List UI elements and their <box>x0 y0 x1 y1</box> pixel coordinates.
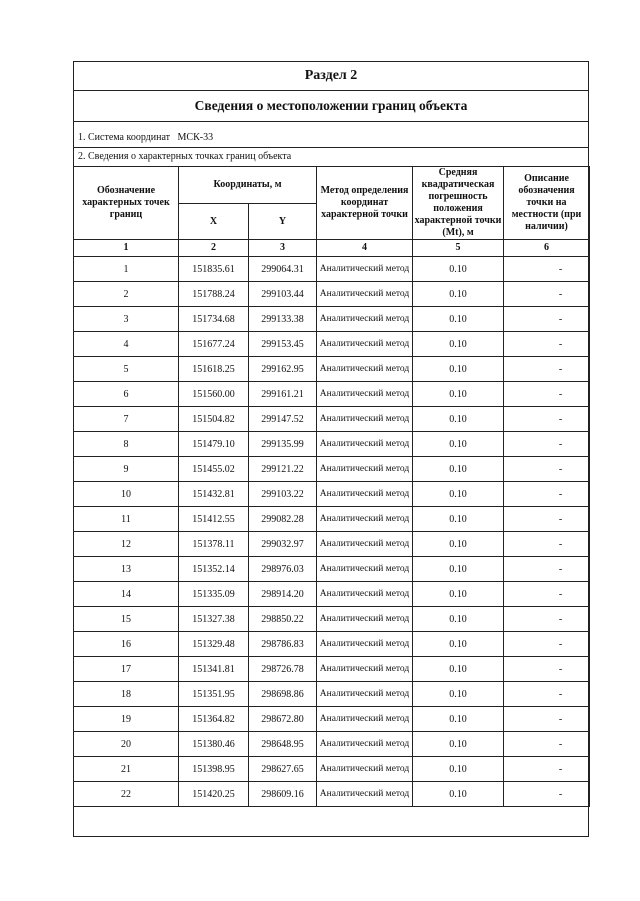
coordinate-system-value: МСК-33 <box>177 132 214 143</box>
y-coordinate-cell: 299103.44 <box>249 282 317 307</box>
method-cell: Аналитический метод <box>317 432 413 457</box>
header-description: Описание обозначения точки на местности (при наличии) <box>504 167 590 240</box>
x-coordinate-cell: 151560.00 <box>179 382 249 407</box>
point-number-cell: 1 <box>74 257 179 282</box>
point-number-cell: 15 <box>74 607 179 632</box>
y-coordinate-cell: 299064.31 <box>249 257 317 282</box>
x-coordinate-cell: 151479.10 <box>179 432 249 457</box>
table-row <box>74 557 590 582</box>
description-cell: - <box>504 607 590 632</box>
method-cell: Аналитический метод <box>317 682 413 707</box>
description-cell: - <box>504 707 590 732</box>
y-coordinate-cell: 298648.95 <box>249 732 317 757</box>
description-cell: - <box>504 582 590 607</box>
section-heading: Раздел 2 <box>74 62 588 91</box>
col-number: 3 <box>249 240 317 257</box>
description-cell: - <box>504 532 590 557</box>
point-number-cell: 18 <box>74 682 179 707</box>
description-cell: - <box>504 257 590 282</box>
x-coordinate-cell: 151380.46 <box>179 732 249 757</box>
method-cell: Аналитический метод <box>317 507 413 532</box>
description-cell: - <box>504 682 590 707</box>
table-row <box>74 432 590 457</box>
document-frame <box>73 61 589 837</box>
y-coordinate-cell: 299082.28 <box>249 507 317 532</box>
point-number-cell: 6 <box>74 382 179 407</box>
method-cell: Аналитический метод <box>317 707 413 732</box>
document-title: Сведения о местоположении границ объекта <box>74 91 588 122</box>
description-cell: - <box>504 457 590 482</box>
x-coordinate-cell: 151504.82 <box>179 407 249 432</box>
y-coordinate-cell: 298850.22 <box>249 607 317 632</box>
y-coordinate-cell: 298627.65 <box>249 757 317 782</box>
description-cell: - <box>504 307 590 332</box>
method-cell: Аналитический метод <box>317 632 413 657</box>
table-row <box>74 257 590 282</box>
col-number: 6 <box>504 240 590 257</box>
method-cell: Аналитический метод <box>317 482 413 507</box>
error-cell: 0.10 <box>413 507 504 532</box>
description-cell: - <box>504 732 590 757</box>
col-number: 2 <box>179 240 249 257</box>
point-number-cell: 9 <box>74 457 179 482</box>
method-cell: Аналитический метод <box>317 282 413 307</box>
error-cell: 0.10 <box>413 407 504 432</box>
table-row <box>74 307 590 332</box>
header-error: Средняя квадратическая погрешность положения характерной точки (Mt), м <box>413 167 504 240</box>
coordinate-system-label: 1. Система координат <box>78 132 171 143</box>
y-coordinate-cell: 299121.22 <box>249 457 317 482</box>
method-cell: Аналитический метод <box>317 607 413 632</box>
point-number-cell: 8 <box>74 432 179 457</box>
error-cell: 0.10 <box>413 682 504 707</box>
table-row <box>74 757 590 782</box>
header-point: Обозначение характерных точек границ <box>74 167 179 240</box>
boundary-points-table <box>73 166 590 807</box>
table-row <box>74 732 590 757</box>
description-cell: - <box>504 657 590 682</box>
points-heading: 2. Сведения о характерных точках границ объекта <box>74 148 588 167</box>
y-coordinate-cell: 298609.16 <box>249 782 317 807</box>
table-row <box>74 382 590 407</box>
point-number-cell: 10 <box>74 482 179 507</box>
method-cell: Аналитический метод <box>317 657 413 682</box>
method-cell: Аналитический метод <box>317 557 413 582</box>
point-number-cell: 19 <box>74 707 179 732</box>
description-cell: - <box>504 557 590 582</box>
header-x: X <box>179 204 249 240</box>
method-cell: Аналитический метод <box>317 307 413 332</box>
x-coordinate-cell: 151420.25 <box>179 782 249 807</box>
description-cell: - <box>504 757 590 782</box>
x-coordinate-cell: 151351.95 <box>179 682 249 707</box>
error-cell: 0.10 <box>413 532 504 557</box>
coordinate-system-line <box>74 129 588 148</box>
x-coordinate-cell: 151335.09 <box>179 582 249 607</box>
point-number-cell: 16 <box>74 632 179 657</box>
y-coordinate-cell: 298786.83 <box>249 632 317 657</box>
x-coordinate-cell: 151618.25 <box>179 357 249 382</box>
method-cell: Аналитический метод <box>317 257 413 282</box>
description-cell: - <box>504 382 590 407</box>
y-coordinate-cell: 299153.45 <box>249 332 317 357</box>
description-cell: - <box>504 332 590 357</box>
x-coordinate-cell: 151412.55 <box>179 507 249 532</box>
description-cell: - <box>504 482 590 507</box>
x-coordinate-cell: 151788.24 <box>179 282 249 307</box>
x-coordinate-cell: 151734.68 <box>179 307 249 332</box>
table-row <box>74 357 590 382</box>
method-cell: Аналитический метод <box>317 357 413 382</box>
description-cell: - <box>504 782 590 807</box>
error-cell: 0.10 <box>413 457 504 482</box>
error-cell: 0.10 <box>413 657 504 682</box>
y-coordinate-cell: 299147.52 <box>249 407 317 432</box>
table-body <box>74 257 590 807</box>
y-coordinate-cell: 298698.86 <box>249 682 317 707</box>
point-number-cell: 3 <box>74 307 179 332</box>
point-number-cell: 7 <box>74 407 179 432</box>
y-coordinate-cell: 299135.99 <box>249 432 317 457</box>
point-number-cell: 22 <box>74 782 179 807</box>
table-row <box>74 532 590 557</box>
error-cell: 0.10 <box>413 732 504 757</box>
x-coordinate-cell: 151341.81 <box>179 657 249 682</box>
col-number: 5 <box>413 240 504 257</box>
description-cell: - <box>504 432 590 457</box>
error-cell: 0.10 <box>413 382 504 407</box>
error-cell: 0.10 <box>413 782 504 807</box>
point-number-cell: 5 <box>74 357 179 382</box>
col-number: 1 <box>74 240 179 257</box>
method-cell: Аналитический метод <box>317 457 413 482</box>
point-number-cell: 2 <box>74 282 179 307</box>
table-row <box>74 632 590 657</box>
method-cell: Аналитический метод <box>317 582 413 607</box>
x-coordinate-cell: 151378.11 <box>179 532 249 557</box>
error-cell: 0.10 <box>413 582 504 607</box>
y-coordinate-cell: 299161.21 <box>249 382 317 407</box>
table-row <box>74 457 590 482</box>
error-cell: 0.10 <box>413 607 504 632</box>
x-coordinate-cell: 151835.61 <box>179 257 249 282</box>
y-coordinate-cell: 298914.20 <box>249 582 317 607</box>
description-cell: - <box>504 357 590 382</box>
point-number-cell: 12 <box>74 532 179 557</box>
point-number-cell: 11 <box>74 507 179 532</box>
method-cell: Аналитический метод <box>317 407 413 432</box>
point-number-cell: 14 <box>74 582 179 607</box>
error-cell: 0.10 <box>413 757 504 782</box>
y-coordinate-cell: 299103.22 <box>249 482 317 507</box>
error-cell: 0.10 <box>413 357 504 382</box>
error-cell: 0.10 <box>413 432 504 457</box>
table-row <box>74 607 590 632</box>
description-cell: - <box>504 632 590 657</box>
x-coordinate-cell: 151352.14 <box>179 557 249 582</box>
y-coordinate-cell: 299162.95 <box>249 357 317 382</box>
error-cell: 0.10 <box>413 557 504 582</box>
header-y: Y <box>249 204 317 240</box>
y-coordinate-cell: 298726.78 <box>249 657 317 682</box>
table-row <box>74 707 590 732</box>
method-cell: Аналитический метод <box>317 732 413 757</box>
header-coords: Координаты, м <box>179 167 317 204</box>
x-coordinate-cell: 151329.48 <box>179 632 249 657</box>
table-row <box>74 582 590 607</box>
header-method: Метод определения координат характерной точки <box>317 167 413 240</box>
error-cell: 0.10 <box>413 307 504 332</box>
x-coordinate-cell: 151677.24 <box>179 332 249 357</box>
x-coordinate-cell: 151327.38 <box>179 607 249 632</box>
error-cell: 0.10 <box>413 482 504 507</box>
method-cell: Аналитический метод <box>317 782 413 807</box>
description-cell: - <box>504 507 590 532</box>
error-cell: 0.10 <box>413 332 504 357</box>
table-row <box>74 332 590 357</box>
table-row <box>74 507 590 532</box>
description-cell: - <box>504 282 590 307</box>
x-coordinate-cell: 151455.02 <box>179 457 249 482</box>
y-coordinate-cell: 298976.03 <box>249 557 317 582</box>
col-number: 4 <box>317 240 413 257</box>
table-row <box>74 657 590 682</box>
error-cell: 0.10 <box>413 707 504 732</box>
table-row <box>74 282 590 307</box>
point-number-cell: 21 <box>74 757 179 782</box>
point-number-cell: 13 <box>74 557 179 582</box>
method-cell: Аналитический метод <box>317 332 413 357</box>
y-coordinate-cell: 299032.97 <box>249 532 317 557</box>
table-row <box>74 682 590 707</box>
x-coordinate-cell: 151398.95 <box>179 757 249 782</box>
table-row <box>74 482 590 507</box>
x-coordinate-cell: 151364.82 <box>179 707 249 732</box>
x-coordinate-cell: 151432.81 <box>179 482 249 507</box>
description-cell: - <box>504 407 590 432</box>
point-number-cell: 4 <box>74 332 179 357</box>
error-cell: 0.10 <box>413 632 504 657</box>
point-number-cell: 20 <box>74 732 179 757</box>
error-cell: 0.10 <box>413 282 504 307</box>
y-coordinate-cell: 298672.80 <box>249 707 317 732</box>
table-row <box>74 407 590 432</box>
y-coordinate-cell: 299133.38 <box>249 307 317 332</box>
table-row <box>74 782 590 807</box>
method-cell: Аналитический метод <box>317 532 413 557</box>
error-cell: 0.10 <box>413 257 504 282</box>
point-number-cell: 17 <box>74 657 179 682</box>
method-cell: Аналитический метод <box>317 757 413 782</box>
method-cell: Аналитический метод <box>317 382 413 407</box>
